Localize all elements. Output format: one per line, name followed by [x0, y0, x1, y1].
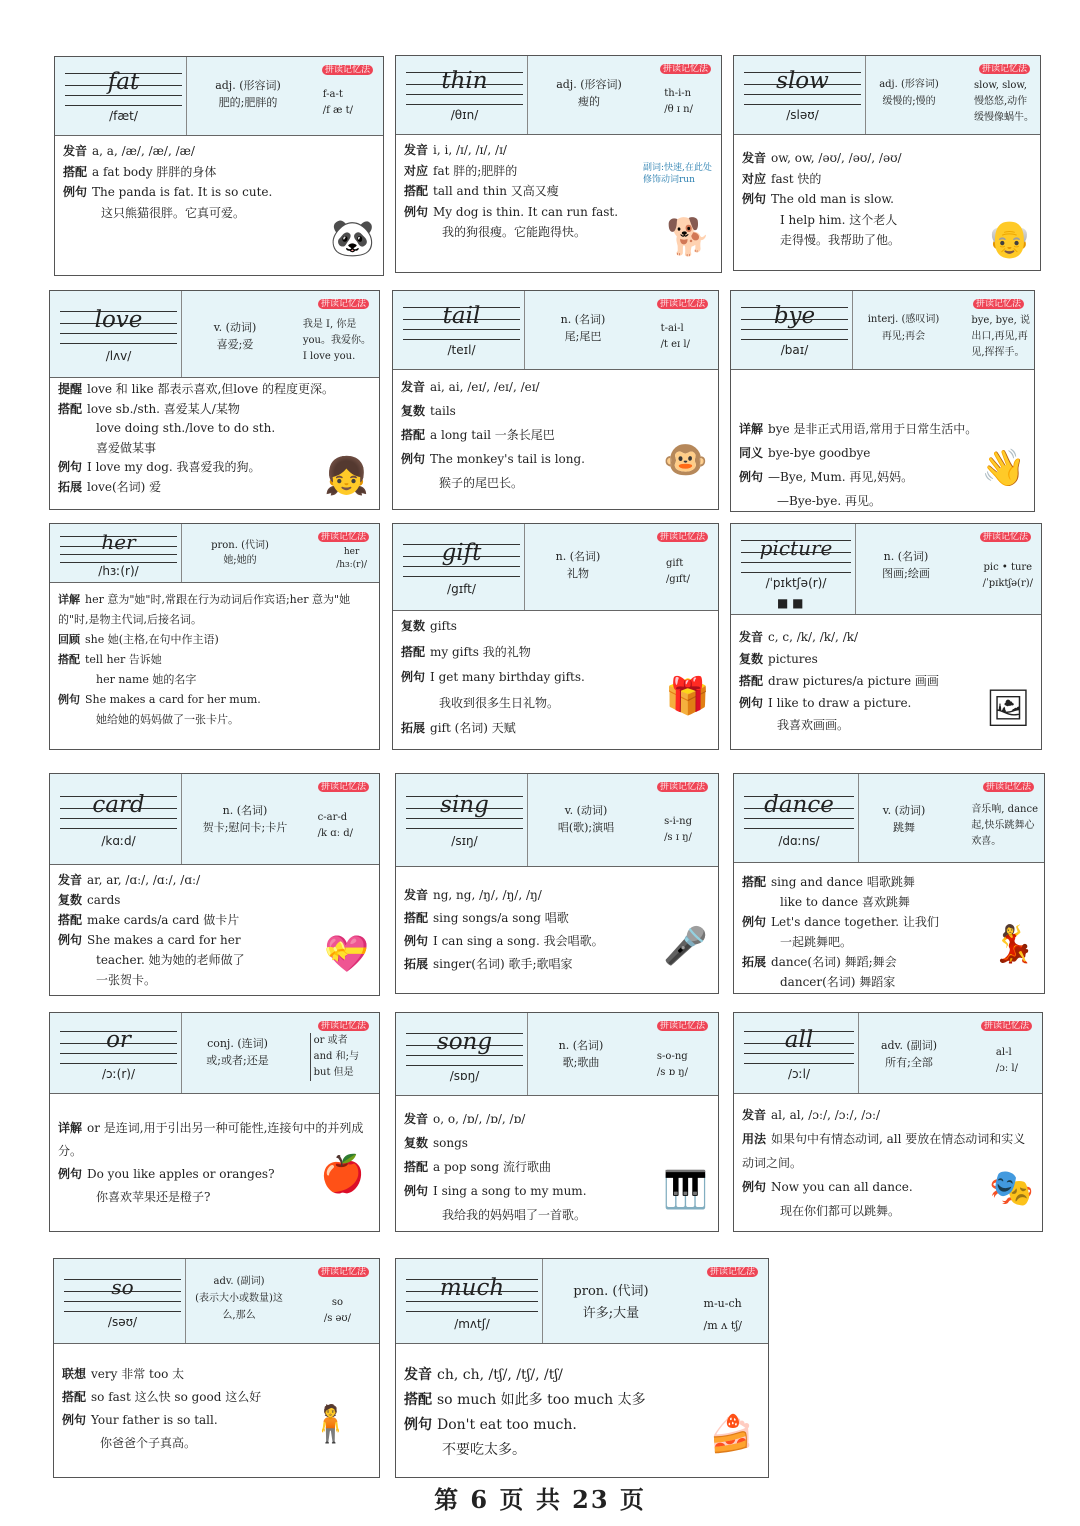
- part-of-speech: adj. (形容词) 瘦的: [556, 78, 622, 108]
- memory-tip: pic • ture /ˈpɪktʃə(r)/: [982, 562, 1033, 589]
- headword: so: [111, 1275, 134, 1299]
- headword: fat: [107, 69, 140, 95]
- panda-icon: 🐼: [330, 218, 375, 259]
- headword: much: [439, 1275, 505, 1301]
- card-song: [395, 1012, 719, 1232]
- eating-boy-icon: 🍰: [709, 1414, 754, 1455]
- girl-dog-icon: 👧: [324, 456, 369, 497]
- memory-method-badge: 拼读记忆法: [318, 1018, 369, 1031]
- memory-method-badge: 拼读记忆法: [983, 779, 1034, 792]
- card-body: 发音 c, c, /k/, /k/, /k/ 复数 pictures 搭配 draw pictures/a picture 画画 例句 I like to draw a picture. 我喜欢画画。: [739, 630, 939, 732]
- card-body: 发音 al, al, /ɔː/, /ɔː/, /ɔː/ 用法 如果句中有情态动词, all 要放在情态动词和实义动词之间。 例句 Now you can all dance. 现在你们都可以跳舞。: [742, 1108, 1026, 1218]
- memory-tip: bye, bye, 说 出口,再见,再 见,挥挥手。: [971, 315, 1030, 358]
- memory-method-badge: 拼读记忆法: [318, 296, 369, 309]
- phonetic: /sləʊ/: [786, 108, 819, 122]
- phonetic: /fæt/: [109, 109, 138, 123]
- phonetic: /ˈpɪktʃə(r)/: [765, 576, 827, 590]
- word-box: [399, 524, 525, 610]
- word-box: [56, 524, 182, 582]
- phonetic: /ɔː(r)/: [101, 1067, 136, 1081]
- card-header: [50, 291, 379, 378]
- memory-method-badge: 拼读记忆法: [657, 1018, 708, 1031]
- memory-tip: m-u-ch /m ʌ tʃ/: [703, 1297, 742, 1332]
- headword: love: [94, 307, 143, 333]
- phonetic: /səʊ/: [107, 1315, 138, 1329]
- part-of-speech: adv. (副词) 所有;全部: [880, 1039, 938, 1069]
- card-card: [49, 773, 380, 996]
- phonetic: /θɪn/: [450, 108, 479, 122]
- grammar-note: 副词:快速,在此处修饰动词run: [643, 163, 712, 185]
- word-box: [61, 57, 187, 135]
- phonetic: /dɑːns/: [778, 834, 820, 848]
- word-box: [402, 774, 528, 866]
- headword: song: [436, 1029, 493, 1055]
- dancing-kids-icon: 💃: [991, 924, 1036, 965]
- card-header: [734, 1013, 1042, 1094]
- card-body: 复数 gifts 搭配 my gifts 我的礼物 例句 I get many birthday gifts. 我收到很多生日礼物。 拓展 gift (名词) 天赋: [401, 619, 585, 735]
- part-of-speech: n. (名词) 尾;尾巴: [560, 313, 606, 343]
- card-header: [55, 57, 383, 136]
- phonetic: /sɪŋ/: [451, 834, 478, 848]
- word-box: [740, 56, 866, 134]
- card-love: [49, 290, 380, 510]
- word-box: [402, 56, 528, 134]
- headword: gift: [441, 540, 482, 566]
- part-of-speech: n. (名词) 礼物: [555, 550, 601, 580]
- syllable-squares-icon: ■ ■: [777, 596, 804, 610]
- card-gift: [392, 523, 719, 750]
- card-dance: [733, 773, 1045, 994]
- memory-method-badge: 拼读记忆法: [322, 62, 373, 75]
- old-man-icon: 👴: [987, 219, 1032, 260]
- word-box: [56, 1013, 182, 1093]
- word-box: [402, 1013, 528, 1095]
- memory-method-badge: 拼读记忆法: [657, 529, 708, 542]
- part-of-speech: n. (名词) 贺卡;慰问卡;卡片: [202, 804, 288, 834]
- memory-tip: f-a-t /f æ t/: [322, 89, 353, 116]
- waving-kids-icon: 👋: [981, 448, 1026, 489]
- card-bye: [730, 290, 1035, 512]
- card-header: [393, 291, 718, 370]
- drawing-boy-icon: 🖼: [985, 688, 1031, 729]
- memory-tip: her /hɜː(r)/: [336, 547, 367, 570]
- memory-tip: c-ar-d /k ɑː d/: [317, 812, 353, 839]
- memory-method-badge: 拼读记忆法: [318, 1264, 369, 1277]
- card-body: 发音 o, o, /ɒ/, /ɒ/, /ɒ/ 复数 songs 搭配 a pop song 流行歌曲 例句 I sing a song to my mum. 我给我的妈妈唱了一首歌。: [404, 1112, 587, 1222]
- memory-tip: slow, slow, 慢悠悠,动作 缓慢像蜗牛。: [974, 80, 1034, 123]
- memory-method-badge: 拼读记忆法: [318, 779, 369, 792]
- memory-tip: s-o-ng /s ɒ ŋ/: [656, 1051, 688, 1078]
- memory-method-badge: 拼读记忆法: [973, 296, 1024, 309]
- part-of-speech: adj. (形容词) 肥的;肥胖的: [215, 79, 281, 109]
- card-header: [396, 774, 718, 867]
- phonetic: /kɑːd/: [101, 834, 136, 848]
- word-box: [402, 1259, 543, 1343]
- memory-tip: 我是 I, 你是 you。我爱你。 I love you.: [302, 319, 371, 362]
- card-picture: [730, 523, 1042, 750]
- memory-tip: or 或者 and 和;与 but 但是: [310, 1033, 359, 1081]
- phonetic: /gɪft/: [447, 582, 476, 596]
- monkey-icon: 🐵: [663, 440, 708, 481]
- word-box: [740, 1013, 859, 1093]
- headword: bye: [773, 303, 816, 329]
- phonetic: /hɜː(r)/: [98, 564, 139, 578]
- page-number: 第 6 页 共 23 页: [434, 1485, 646, 1514]
- word-box: [737, 524, 856, 614]
- word-box: [60, 1259, 186, 1343]
- card-slow: [733, 55, 1041, 271]
- memory-method-badge: 拼读记忆法: [981, 1018, 1032, 1031]
- word-box: [399, 291, 525, 369]
- card-body: 发音 ar, ar, /ɑː/, /ɑː/, /ɑː/ 复数 cards 搭配 make cards/a card 做卡片 例句 She makes a card for her teacher. 她为她的老师做了 一张贺卡。: [58, 873, 245, 987]
- memory-tip: 音乐响, dance 起,快乐跳舞心 欢喜。: [971, 804, 1038, 847]
- headword: all: [784, 1027, 814, 1053]
- card-sing: [395, 773, 719, 994]
- part-of-speech: adj. (形容词) 缓慢的;慢的: [879, 79, 939, 107]
- memory-tip: so /s əʊ/: [323, 1297, 351, 1324]
- memory-method-badge: 拼读记忆法: [980, 529, 1031, 542]
- headword: tail: [442, 303, 481, 329]
- headword: slow: [776, 68, 829, 94]
- memory-method-badge: 拼读记忆法: [657, 779, 708, 792]
- phonetic: /lʌv/: [105, 349, 132, 363]
- memory-method-badge: 拼读记忆法: [657, 296, 708, 309]
- part-of-speech: v. (动词) 喜爱;爱: [213, 321, 257, 351]
- card-header: [50, 774, 379, 865]
- part-of-speech: v. (动词) 唱(歌);演唱: [557, 804, 615, 834]
- memory-method-badge: 拼读记忆法: [707, 1264, 758, 1277]
- card-fat: [54, 56, 384, 276]
- card-body: 发音 i, i, /ɪ/, /ɪ/, /ɪ/ 对应 fat 胖的;肥胖的 搭配 tall and thin 又高又瘦 例句 My dog is thin. It can run fast. 我的狗很瘦。它能跑得快。: [404, 143, 619, 239]
- headword: card: [92, 792, 145, 818]
- card-or: [49, 1012, 380, 1232]
- card-all: [733, 1012, 1043, 1232]
- word-box: [740, 774, 859, 862]
- birthday-gifts-icon: 🎁: [665, 676, 710, 717]
- headword: her: [101, 530, 136, 554]
- tall-father-icon: 🧍: [308, 1404, 353, 1445]
- card-body: 详解 or 是连词,用于引出另一种可能性,连接句中的并列成分。 例句 Do you like apples or oranges? 你喜欢苹果还是橙子?: [58, 1121, 364, 1204]
- part-of-speech: v. (动词) 跳舞: [882, 804, 926, 834]
- headword: thin: [441, 68, 488, 94]
- card-body: 发音 ow, ow, /əʊ/, /əʊ/, /əʊ/ 对应 fast 快的 例句 The old man is slow. I help him. 这个老人 走得慢。我帮助了他。: [742, 151, 902, 247]
- part-of-speech: adv. (副词) (表示大小或数量)这么,那么: [195, 1276, 283, 1321]
- card-thin: [395, 55, 722, 273]
- headword: sing: [440, 792, 489, 818]
- card-body: 发音 a, a, /æ/, /æ/, /æ/ 搭配 a fat body 胖胖的身体 例句 The panda is fat. It is so cute. 这只熊猫很胖。它真可爱。: [63, 144, 273, 220]
- memory-tip: al-l /ɔː l/: [995, 1047, 1018, 1074]
- card-header: [393, 524, 718, 611]
- phonetic: /mʌtʃ/: [454, 1317, 490, 1331]
- part-of-speech: interj. (感叹词) 再见;再会: [867, 314, 940, 342]
- headword: dance: [764, 792, 834, 818]
- card-body: 发音 ch, ch, /tʃ/, /tʃ/, /tʃ/ 搭配 so much 如此多 too much 太多 例句 Don't eat too much. 不要吃太多。: [404, 1367, 646, 1458]
- card-header: [731, 291, 1034, 370]
- card-header: [50, 524, 379, 583]
- part-of-speech: pron. (代词) 许多;大量: [573, 1284, 649, 1321]
- card-body: 发音 ng, ng, /ŋ/, /ŋ/, /ŋ/ 搭配 sing songs/a song 唱歌 例句 I can sing a song. 我会唱歌。 拓展 singer(名词) 歌手;歌唱家: [404, 888, 604, 971]
- card-header: [54, 1259, 379, 1344]
- card-header: [50, 1013, 379, 1094]
- memory-method-badge: 拼读记忆法: [318, 529, 369, 542]
- phonetic: /baɪ/: [780, 343, 809, 357]
- word-box: [56, 291, 182, 377]
- headword: picture: [759, 536, 833, 560]
- word-box: [737, 291, 853, 369]
- card-her: [49, 523, 380, 750]
- memory-tip: s-i-ng /s ɪ ŋ/: [664, 816, 692, 843]
- card-body: 详解 her 意为"她"时,常跟在行为动词后作宾语;her 意为"她的"时,是物主代词,后接名词。 回顾 she 她(主格,在句中作主语) 搭配 tell her 告诉她 her name 她的名字 例句 She makes a card for her mum. 她给她的妈妈做了一张卡片。: [58, 593, 351, 726]
- memory-tip: th-i-n /θ ɪ n/: [664, 88, 693, 115]
- memory-tip: gift /gɪft/: [665, 558, 690, 585]
- part-of-speech: n. (名词) 歌;歌曲: [558, 1039, 604, 1069]
- card-body: 提醒 love 和 like 都表示喜欢,但love 的程度更深。 搭配 love sb./sth. 喜爱某人/某物 love doing sth./love to do sth. 喜爱做某事 例句 I love my dog. 我喜爱我的狗。 拓展 love(名词) 爱: [58, 382, 335, 494]
- card-so: [53, 1258, 380, 1478]
- card-body: 发音 ai, ai, /eɪ/, /eɪ/, /eɪ/ 复数 tails 搭配 a long tail 一条长尾巴 例句 The monkey's tail is long. 猴子的尾巴长。: [401, 380, 585, 490]
- headword: or: [106, 1027, 131, 1053]
- word-box: [56, 774, 182, 864]
- heart-card-icon: 💝: [324, 934, 369, 975]
- card-header: [734, 774, 1044, 863]
- memory-method-badge: 拼读记忆法: [660, 61, 711, 74]
- card-tail: [392, 290, 719, 510]
- kids-fruit-icon: 🍎: [320, 1154, 365, 1195]
- phonetic: /teɪl/: [447, 343, 476, 357]
- card-header: [396, 1013, 718, 1096]
- memory-tip: t-ai-l /t eɪ l/: [660, 323, 690, 350]
- phonetic: /sɒŋ/: [449, 1069, 480, 1083]
- card-header: [731, 524, 1041, 615]
- part-of-speech: pron. (代词) 她;她的: [211, 540, 269, 566]
- card-body: 详解 bye 是非正式用语,常用于日常生活中。 同义 bye-bye goodbye 例句 —Bye, Mum. 再见,妈妈。 —Bye-bye. 再见。: [739, 422, 978, 508]
- memory-method-badge: 拼读记忆法: [979, 61, 1030, 74]
- singing-girl-icon: 🎤: [663, 926, 708, 967]
- card-header: [396, 1259, 768, 1344]
- card-much: [395, 1258, 769, 1478]
- card-body: 搭配 sing and dance 唱歌跳舞 like to dance 喜欢跳舞 例句 Let's dance together. 让我们 一起跳舞吧。 拓展 dance(名词) 舞蹈;舞会 dancer(名词) 舞蹈家: [742, 875, 939, 989]
- phonetic: /ɔːl/: [787, 1067, 811, 1081]
- card-body: 联想 very 非常 too 太 搭配 so fast 这么快 so good 这么好 例句 Your father is so tall. 你爸爸个子真高。: [62, 1367, 262, 1450]
- stage-dancers-icon: 🎭: [989, 1168, 1034, 1209]
- piano-icon: 🎹: [663, 1170, 708, 1211]
- card-header: [396, 56, 721, 135]
- part-of-speech: conj. (连词) 或;或者;还是: [206, 1037, 269, 1067]
- part-of-speech: n. (名词) 图画;绘画: [882, 550, 930, 580]
- dog-icon: 🐕: [666, 217, 711, 258]
- card-header: [734, 56, 1040, 135]
